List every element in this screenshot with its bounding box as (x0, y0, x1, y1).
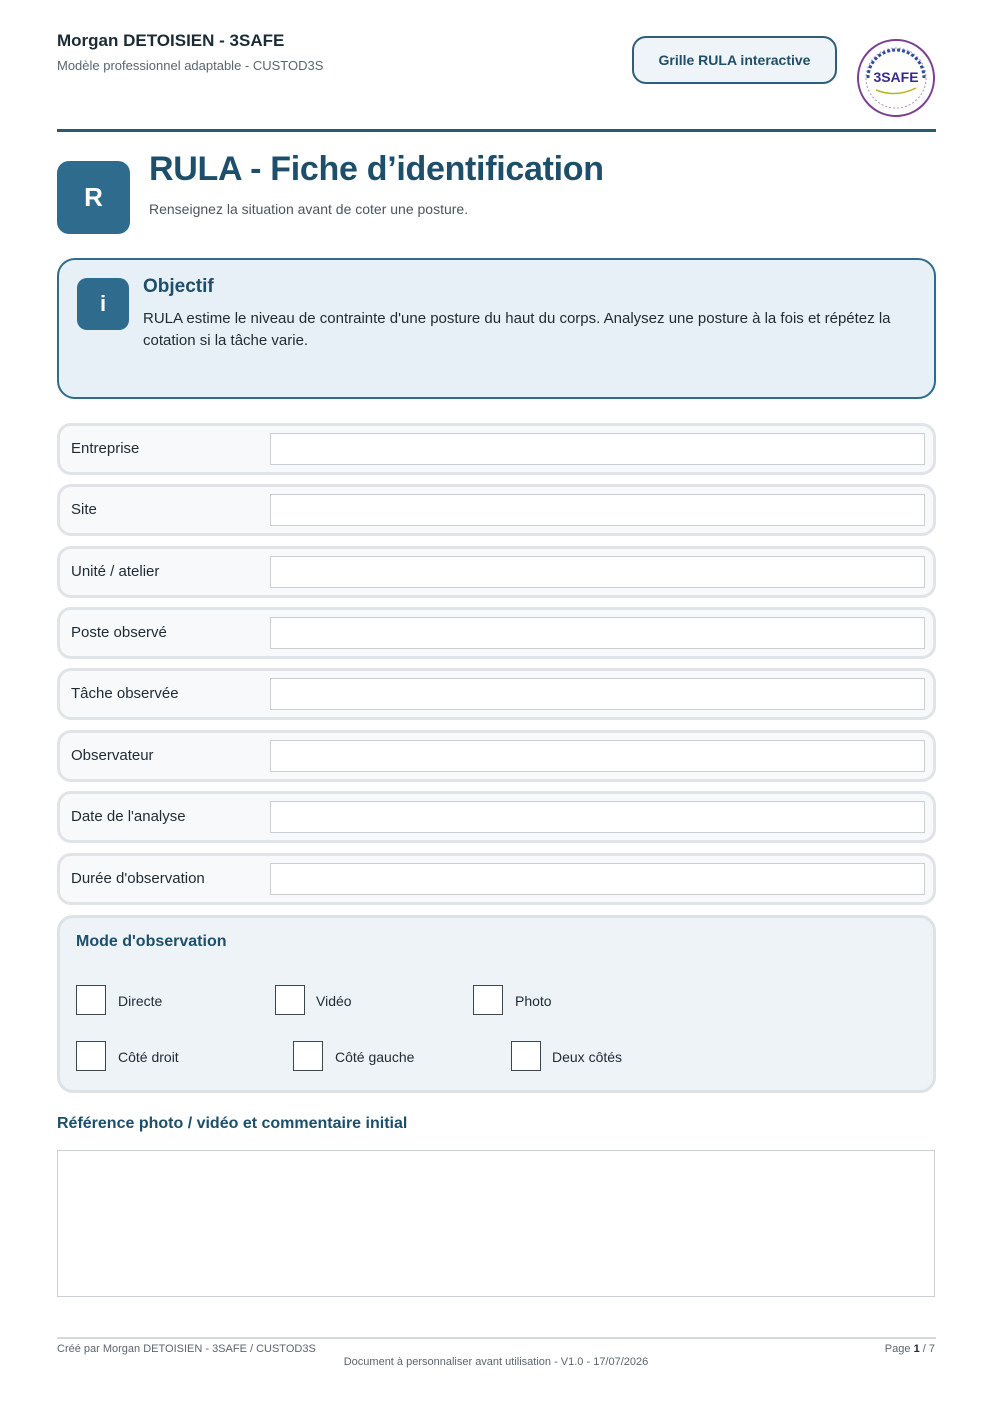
field-row-date (57, 791, 936, 843)
photo-checkbox[interactable] (473, 985, 503, 1015)
field-label: Unité / atelier (71, 563, 160, 580)
footer-document-note: Document à personnaliser avant utilisation - V1.0 - 17/07/2026 (343, 1356, 649, 1368)
field-row-tache (57, 668, 936, 720)
video-label: Vidéo (316, 993, 352, 1009)
deux-cotes-checkbox[interactable] (511, 1041, 541, 1071)
observation-mode-box (57, 915, 936, 1093)
title-badge: R (57, 161, 130, 234)
directe-label: Directe (118, 993, 163, 1009)
site-input[interactable] (270, 494, 925, 526)
observateur-input[interactable] (270, 740, 925, 772)
cote-gauche-checkbox[interactable] (293, 1041, 323, 1071)
field-label: Tâche observée (71, 685, 179, 702)
logo-text: 3SAFE (873, 69, 919, 85)
duree-input[interactable] (270, 863, 925, 895)
date-input[interactable] (270, 801, 925, 833)
field-label: Observateur (71, 747, 154, 764)
cote-droit-checkbox[interactable] (76, 1041, 106, 1071)
header-subtitle: Modèle professionnel adaptable - CUSTOD3S (57, 58, 324, 73)
header-author: Morgan DETOISIEN - 3SAFE (57, 31, 285, 50)
objective-text: RULA estime le niveau de contrainte d'une posture du haut du corps. Analysez une posture à la fois et répétez la cotation si la tâche varie. (143, 310, 891, 349)
footer-page-number (885, 1343, 935, 1355)
unite-input[interactable] (270, 556, 925, 588)
video-checkbox[interactable] (275, 985, 305, 1015)
page-separator: / (922, 1343, 926, 1355)
comment-title: Référence photo / vidéo et commentaire initial (57, 1115, 408, 1132)
cote-droit-label: Côté droit (118, 1049, 179, 1065)
header-divider (57, 129, 936, 132)
photo-label: Photo (515, 993, 552, 1009)
field-row-poste (57, 607, 936, 659)
rula-interactive-button[interactable]: Grille RULA interactive (632, 36, 837, 84)
field-row-duree (57, 853, 936, 905)
page-total: 7 (928, 1343, 935, 1355)
page-prefix: Page (884, 1343, 911, 1355)
comment-textarea[interactable] (57, 1150, 935, 1297)
field-label: Poste observé (71, 624, 167, 641)
tache-input[interactable] (270, 678, 925, 710)
field-label: Entreprise (71, 440, 140, 457)
field-row-unite (57, 546, 936, 598)
deux-cotes-label: Deux côtés (552, 1049, 623, 1065)
field-row-site (57, 484, 936, 536)
field-row-entreprise (57, 423, 936, 475)
poste-input[interactable] (270, 617, 925, 649)
objective-box (57, 258, 936, 399)
page-current: 1 (913, 1343, 920, 1355)
field-label: Date de l'analyse (71, 808, 186, 825)
3safe-logo (856, 38, 936, 118)
footer-divider (57, 1337, 936, 1339)
field-label: Site (71, 501, 97, 518)
info-icon: i (77, 278, 129, 330)
entreprise-input[interactable] (270, 433, 925, 465)
footer-created-by: Créé par Morgan DETOISIEN - 3SAFE / CUSTOD3S (57, 1343, 316, 1355)
directe-checkbox[interactable] (76, 985, 106, 1015)
page-subtitle: Renseignez la situation avant de coter une posture. (149, 201, 469, 217)
field-row-observateur (57, 730, 936, 782)
field-label: Durée d'observation (71, 870, 205, 887)
page-title: RULA - Fiche d’identification (149, 150, 604, 188)
objective-title: Objectif (143, 276, 214, 297)
observation-mode-title: Mode d'observation (76, 933, 227, 950)
cote-gauche-label: Côté gauche (335, 1049, 415, 1065)
